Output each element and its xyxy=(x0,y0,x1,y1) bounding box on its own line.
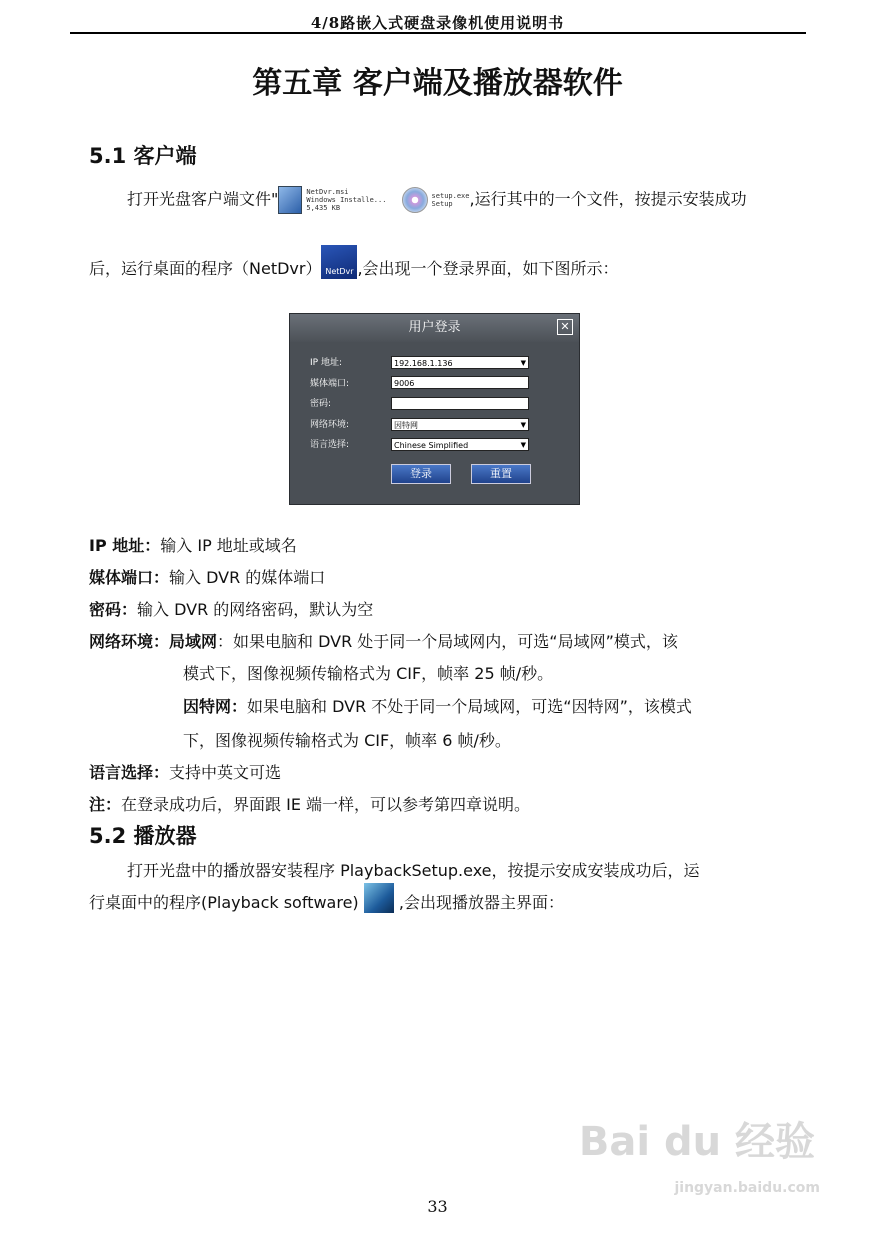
term-note: 注： xyxy=(89,795,122,814)
term-internet: 因特网： xyxy=(183,697,248,716)
def-network-env xyxy=(89,629,678,652)
ip-address-select[interactable] xyxy=(391,356,529,369)
desc-media-port: 输入 DVR 的媒体端口 xyxy=(169,568,326,587)
def-note xyxy=(89,792,530,815)
player-paragraph-line1: 打开光盘中的播放器安装程序 PlaybackSetup.exe，按提示安成安装成功后，运 xyxy=(127,861,700,880)
media-port-input[interactable]: 9006 xyxy=(391,376,529,389)
text-run-install: ,运行其中的一个文件，按提示安装成功 xyxy=(469,189,747,209)
client-paragraph-line1 xyxy=(127,186,747,214)
chevron-down-icon: ▼ xyxy=(520,421,526,429)
desc-lan-line2: 模式下，图像视频传输格式为 CIF，帧率 25 帧/秒。 xyxy=(183,664,554,683)
language-value: Chinese Simplified xyxy=(394,441,469,450)
language-select[interactable] xyxy=(391,438,529,451)
desc-language: 支持中英文可选 xyxy=(169,763,282,782)
password-label: 密码: xyxy=(310,399,332,409)
desc-lan-line1: ：如果电脑和 DVR 处于同一个局域网内，可选“局域网”模式，该 xyxy=(217,632,678,651)
def-ip-address xyxy=(89,533,297,556)
term-network-env: 网络环境： xyxy=(89,632,170,651)
netdvr-icon-label: NetDvr xyxy=(325,267,354,276)
login-button[interactable]: 登录 xyxy=(391,464,451,484)
term-ip-address: IP 地址： xyxy=(89,536,161,555)
def-language xyxy=(89,760,281,783)
close-icon[interactable]: ✕ xyxy=(557,319,573,335)
text-run-netdvr: 后，运行桌面的程序（NetDvr） xyxy=(89,259,322,278)
baidu-watermark-logo: Bai du 经验 xyxy=(578,1119,815,1165)
playback-program-icon[interactable] xyxy=(364,883,394,913)
login-dialog xyxy=(289,313,580,505)
header-title: 4/8路嵌入式硬盘录像机使用说明书 xyxy=(310,14,565,32)
reset-button[interactable]: 重置 xyxy=(471,464,531,484)
def-password xyxy=(89,597,373,620)
desc-note: 在登录成功后，界面跟 IE 端一样，可以参考第四章说明。 xyxy=(121,795,531,814)
term-language: 语言选择： xyxy=(89,763,170,782)
msi-installer-icon[interactable] xyxy=(278,186,302,214)
desc-password: 输入 DVR 的网络密码，默认为空 xyxy=(137,600,374,619)
ip-address-label: IP 地址: xyxy=(310,358,342,368)
language-label: 语言选择: xyxy=(310,440,350,450)
password-input[interactable] xyxy=(391,397,529,410)
chevron-down-icon: ▼ xyxy=(520,359,526,367)
network-env-value: 因特网 xyxy=(394,421,418,430)
setup-exe-icon[interactable] xyxy=(402,187,428,213)
def-media-port xyxy=(89,565,325,588)
text-player-appears: ,会出现播放器主界面： xyxy=(393,893,564,912)
text-login-appears: ,会出现一个登录界面，如下图所示： xyxy=(357,259,619,278)
setup-file-caption: setup.exe Setup xyxy=(431,192,470,208)
ip-address-value: 192.168.1.136 xyxy=(394,359,453,368)
section-heading-client: 5.1 客户端 xyxy=(89,144,197,168)
player-paragraph-line2 xyxy=(89,883,564,913)
text-run-playback: 行桌面中的程序(Playback software) xyxy=(89,893,364,912)
text-open-file: 打开光盘客户端文件" xyxy=(127,189,279,209)
term-media-port: 媒体端口： xyxy=(89,568,170,587)
network-env-select[interactable] xyxy=(391,418,529,431)
header-rule xyxy=(70,32,806,34)
term-password: 密码： xyxy=(89,600,138,619)
client-paragraph-line2 xyxy=(89,245,619,279)
netdvr-program-icon[interactable] xyxy=(321,245,357,279)
media-port-label: 媒体端口: xyxy=(310,379,350,389)
desc-internet-line2: 下，图像视频传输格式为 CIF，帧率 6 帧/秒。 xyxy=(183,731,511,750)
page-number: 33 xyxy=(427,1197,448,1216)
term-lan: 局域网 xyxy=(169,632,218,651)
network-env-label: 网络环境: xyxy=(310,420,350,430)
dialog-title: 用户登录 xyxy=(290,314,579,342)
desc-internet-line1: 如果电脑和 DVR 不处于同一个局域网，可选“因特网”，该模式 xyxy=(247,697,692,716)
chevron-down-icon: ▼ xyxy=(520,441,526,449)
desc-ip-address: 输入 IP 地址或域名 xyxy=(160,536,297,555)
chapter-title: 第五章 客户端及播放器软件 xyxy=(252,66,623,101)
def-internet xyxy=(183,694,692,717)
section-heading-player: 5.2 播放器 xyxy=(89,824,197,848)
msi-file-caption: NetDvr.msi Windows Installe... 5,435 KB xyxy=(306,188,387,212)
baidu-watermark-url: jingyan.baidu.com xyxy=(674,1180,820,1196)
